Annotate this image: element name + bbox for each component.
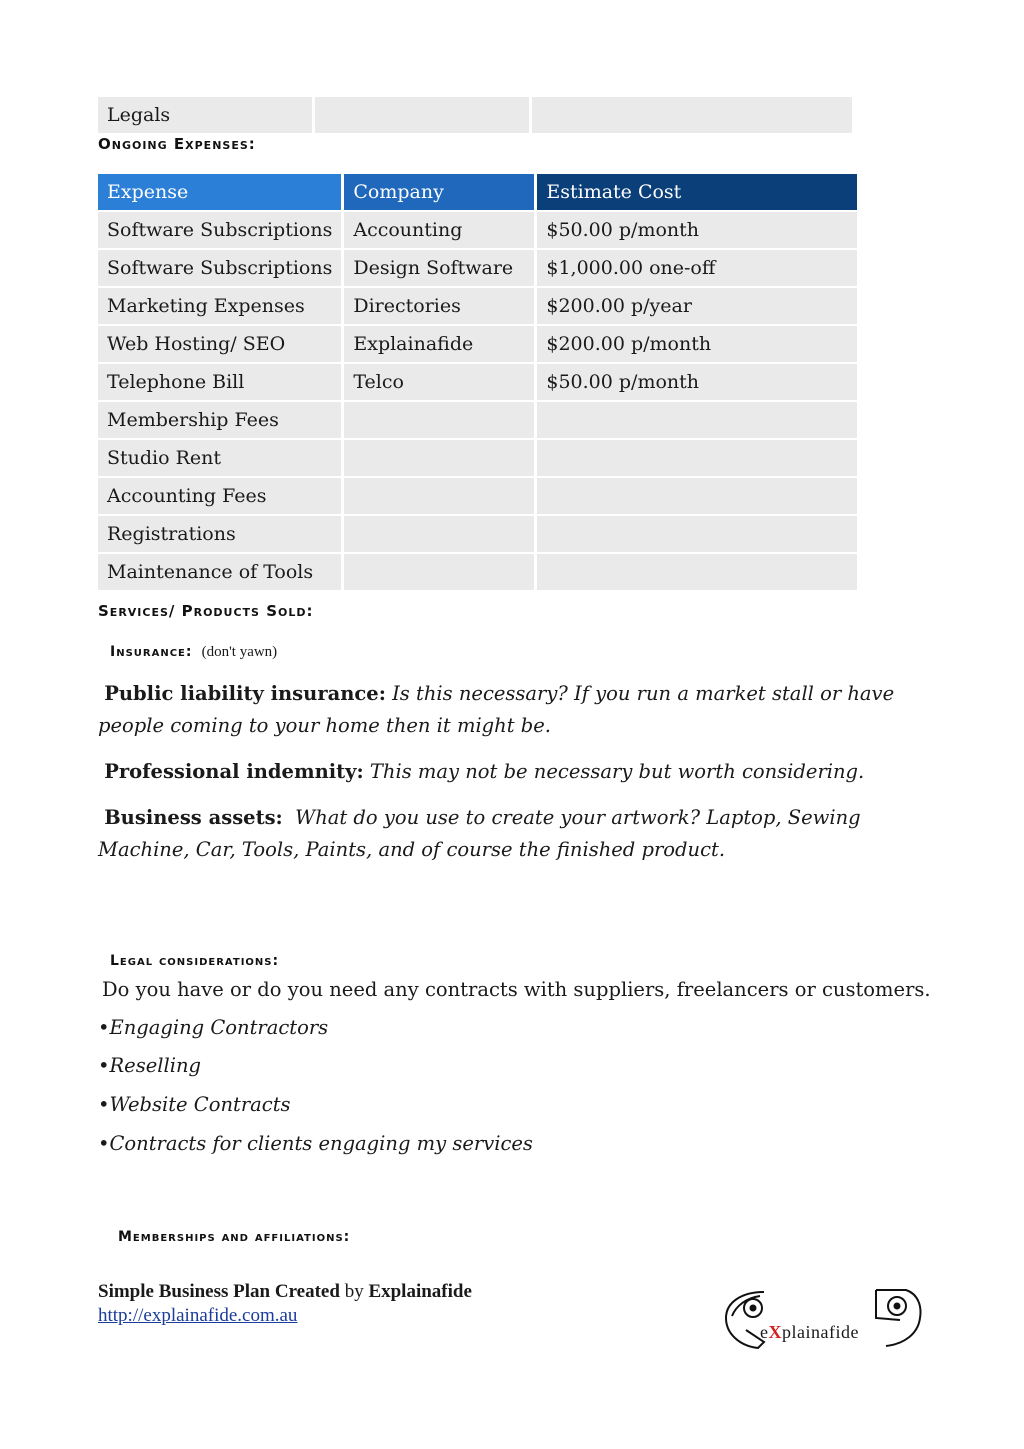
insurance-line <box>110 641 277 661</box>
table-row <box>98 478 857 514</box>
empty-cell <box>315 97 529 133</box>
company-cell <box>344 554 534 590</box>
logo-wordmark-prefix: e <box>760 1322 769 1342</box>
footer-title <box>98 1281 472 1303</box>
table-row <box>98 97 852 133</box>
list-item: •Reselling <box>98 1054 202 1077</box>
logo-wordmark-x: X <box>768 1322 782 1342</box>
cost-cell <box>537 478 857 514</box>
public-liability-label: Public liability insurance: <box>104 682 386 705</box>
table-row <box>98 326 857 362</box>
cost-cell: $200.00 p/year <box>537 288 857 324</box>
expense-cell: Accounting Fees <box>98 478 341 514</box>
expense-cell: Web Hosting/ SEO <box>98 326 341 362</box>
table-row <box>98 402 857 438</box>
expense-cell: Membership Fees <box>98 402 341 438</box>
footer-title-mid: by <box>344 1281 364 1302</box>
explainafide-logo <box>724 1286 924 1356</box>
list-item: •Engaging Contractors <box>98 1016 329 1039</box>
company-cell: Directories <box>344 288 534 324</box>
cost-cell <box>537 402 857 438</box>
indemnity-text: This may not be necessary but worth considering. <box>369 760 865 783</box>
header-company: Company <box>344 174 534 210</box>
table-row <box>98 212 857 248</box>
table-row <box>98 250 857 286</box>
expense-cell: Studio Rent <box>98 440 341 476</box>
table-row <box>98 364 857 400</box>
indemnity-paragraph <box>98 756 898 788</box>
logo-graphic <box>724 1286 924 1356</box>
expense-cell: Software Subscriptions <box>98 212 341 248</box>
cost-cell: $50.00 p/month <box>537 364 857 400</box>
business-assets-text: What do you use to create your artwork? Laptop, Sewing Machine, Car, Tools, Paints, and of course the finished product. <box>98 806 861 861</box>
cost-cell: $1,000.00 one-off <box>537 250 857 286</box>
list-item: •Contracts for clients engaging my services <box>98 1132 533 1155</box>
logo-wordmark-suffix: plainafide <box>782 1322 859 1342</box>
cost-cell: $200.00 p/month <box>537 326 857 362</box>
business-assets-paragraph <box>98 802 898 866</box>
cost-cell <box>537 516 857 552</box>
expense-cell: Maintenance of Tools <box>98 554 341 590</box>
services-products-heading: Services/ Products Sold: <box>98 602 314 620</box>
company-cell <box>344 402 534 438</box>
expense-cell: Marketing Expenses <box>98 288 341 324</box>
logo-wordmark <box>760 1322 859 1343</box>
public-liability-text: Is this necessary? If you run a market stall or have people coming to your home then it might be. <box>98 682 895 737</box>
table-row <box>98 288 857 324</box>
company-cell <box>344 478 534 514</box>
list-item: •Website Contracts <box>98 1093 291 1116</box>
table-row <box>98 516 857 552</box>
expense-cell: Software Subscriptions <box>98 250 341 286</box>
header-expense: Expense <box>98 174 341 210</box>
company-cell: Explainafide <box>344 326 534 362</box>
empty-cell <box>532 97 852 133</box>
company-cell: Accounting <box>344 212 534 248</box>
insurance-heading: Insurance: <box>110 644 193 660</box>
company-cell: Design Software <box>344 250 534 286</box>
cost-cell <box>537 440 857 476</box>
insurance-note: (don't yawn) <box>201 644 278 660</box>
public-liability-paragraph <box>98 678 898 742</box>
indemnity-label: Professional indemnity: <box>104 760 364 783</box>
expense-cell: Telephone Bill <box>98 364 341 400</box>
table-row <box>98 440 857 476</box>
header-estimate-cost: Estimate Cost <box>537 174 857 210</box>
company-cell: Telco <box>344 364 534 400</box>
table-row <box>98 554 857 590</box>
legal-question: Do you have or do you need any contracts with suppliers, freelancers or customers. <box>102 978 931 1001</box>
footer-url-link[interactable]: http://explainafide.com.au <box>98 1305 298 1326</box>
footer-title-bold-1: Simple Business Plan Created <box>98 1281 340 1302</box>
ongoing-expenses-table <box>95 172 860 592</box>
ongoing-expenses-heading: Ongoing Expenses: <box>98 135 256 153</box>
cost-cell <box>537 554 857 590</box>
cost-cell: $50.00 p/month <box>537 212 857 248</box>
legals-table <box>95 95 855 135</box>
company-cell <box>344 516 534 552</box>
legals-cell: Legals <box>98 97 312 133</box>
expense-cell: Registrations <box>98 516 341 552</box>
table-header-row <box>98 174 857 210</box>
business-assets-label: Business assets: <box>104 806 283 829</box>
memberships-heading: Memberships and affiliations: <box>118 1229 351 1245</box>
footer-title-bold-2: Explainafide <box>368 1281 472 1302</box>
company-cell <box>344 440 534 476</box>
legal-considerations-heading: Legal considerations: <box>110 953 280 969</box>
